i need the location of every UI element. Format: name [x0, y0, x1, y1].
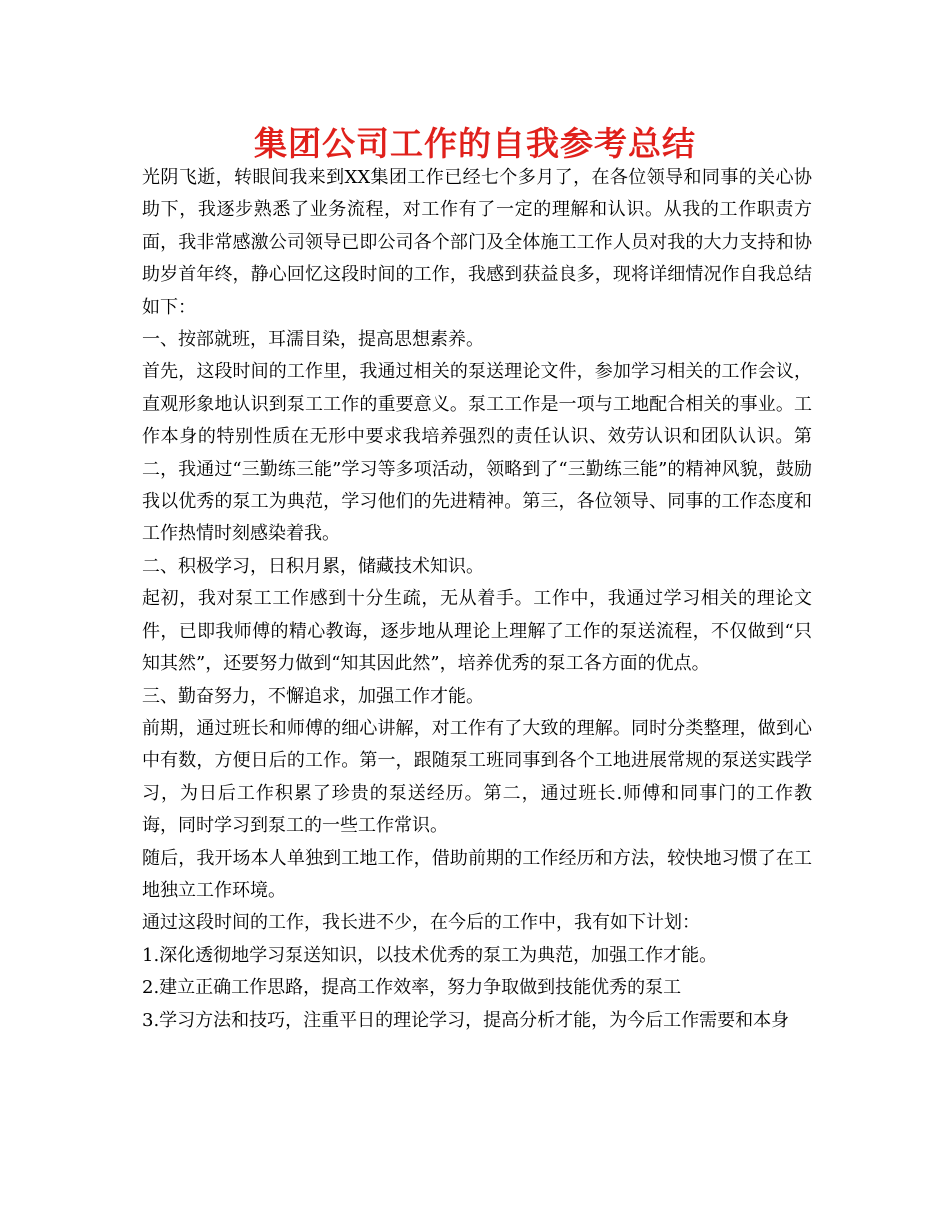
- paragraph: 前期，通过班长和师傅的细心讲解，对工作有了大致的理解。同时分类整理，做到心中有数，方便日后的工作。第一，跟随泵工班同事到各个工地进展常规的泵送实践学习，为日后工作积累了珍贵的泵送经历。第二，通过班长.师傅和同事门的工作教诲，同时学习到泵工的一些工作常识。: [142, 717, 812, 837]
- document-body: [142, 162, 812, 1037]
- paragraph: 2.建立正确工作思路，提高工作效率，努力争取做到技能优秀的泵工: [142, 977, 682, 999]
- paragraph: 1.深化透彻地学习泵送知识，以技术优秀的泵工为典范，加强工作才能。: [142, 944, 718, 966]
- document-title: 集团公司工作的自我参考总结: [254, 124, 696, 163]
- paragraph: 首先，这段时间的工作里，我通过相关的泵送理论文件，参加学习相关的工作会议，直观形象地认识到泵工工作的重要意义。泵工工作是一项与工地配合相关的事业。工作本身的特别性质在无形中要求我培养强烈的责任认识、效劳认识和团队认识。第二，我通过“三勤练三能”学习等多项活动，领略到了“三勤练三能”的精神风貌，鼓励我以优秀的泵工为典范，学习他们的先进精神。第三，各位领导、同事的工作态度和工作热情时刻感染着我。: [142, 361, 812, 545]
- paragraph: 三、勤奋努力，不懈追求，加强工作才能。: [142, 685, 484, 707]
- paragraph: 随后，我开场本人单独到工地工作，借助前期的工作经历和方法，较快地习惯了在工地独立工作环境。: [142, 847, 812, 901]
- paragraph: 光阴飞逝，转眼间我来到XX集团工作已经七个多月了，在各位领导和同事的关心协助下，我逐步熟悉了业务流程，对工作有了一定的理解和认识。从我的工作职责方面，我非常感激公司领导已即公司各个部门及全体施工工作人员对我的大力支持和协助岁首年终，静心回忆这段时间的工作，我感到获益良多，现将详细情况作自我总结如下：: [142, 167, 812, 318]
- paragraph: 一、按部就班，耳濡目染，提高思想素养。: [142, 329, 484, 351]
- paragraph: 起初，我对泵工工作感到十分生疏，无从着手。工作中，我通过学习相关的理论文件，已即我师傅的精心教诲，逐步地从理论上理解了工作的泵送流程，不仅做到“只知其然”，还要努力做到“知其因此然”，培养优秀的泵工各方面的优点。: [142, 588, 812, 675]
- paragraph: 3.学习方法和技巧，注重平日的理论学习，提高分析才能，为今后工作需要和本身: [142, 1009, 790, 1031]
- paragraph: 通过这段时间的工作，我长进不少，在今后的工作中，我有如下计划：: [142, 912, 700, 934]
- paragraph: 二、积极学习，日积月累，储藏技术知识。: [142, 555, 484, 577]
